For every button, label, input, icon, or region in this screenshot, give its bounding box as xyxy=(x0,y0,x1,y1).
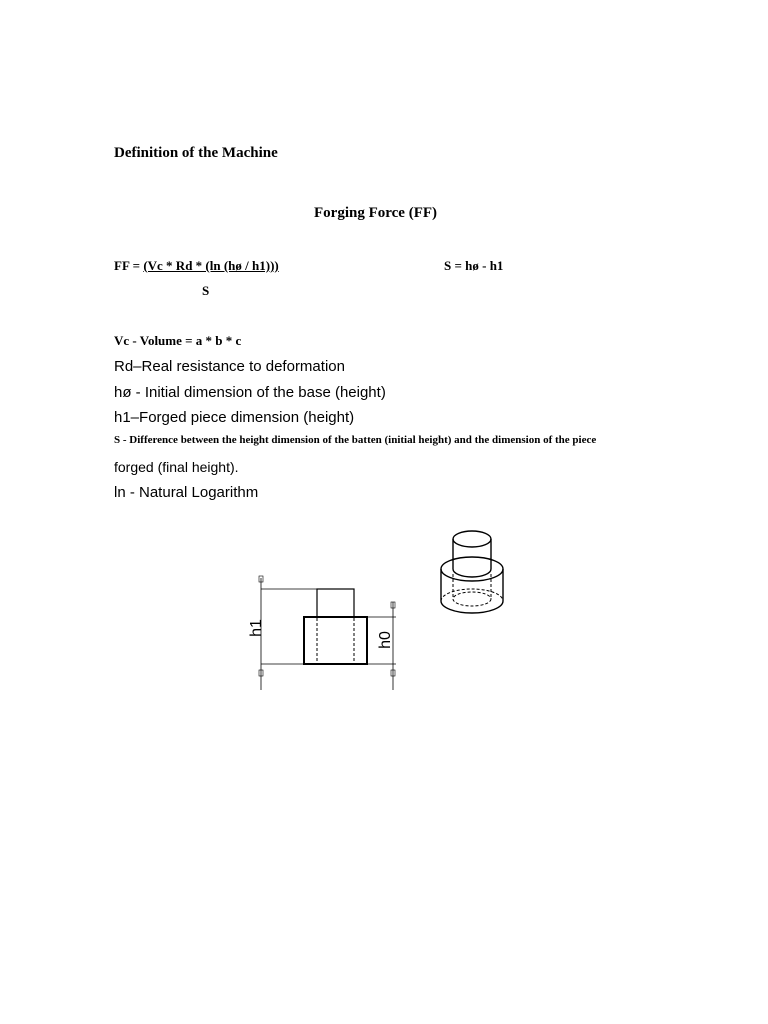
lower-block xyxy=(304,617,367,664)
definition-s-continuation: forged (final height). xyxy=(114,459,239,475)
definition-vc: Vc - Volume = a * b * c xyxy=(114,333,242,348)
definition-h0: hø - Initial dimension of the base (height) xyxy=(114,384,386,401)
forging-piece-3d-drawing xyxy=(436,524,508,620)
label-h1: h1 xyxy=(248,619,265,637)
ff-formula-numerator: (Vc * Rd * (ln (hø / h1))) xyxy=(143,258,279,273)
definition-ln: ln - Natural Logarithm xyxy=(114,484,259,501)
forging-piece-2d-drawing xyxy=(236,570,406,696)
definition-h1: h1–Forged piece dimension (height) xyxy=(114,409,355,426)
upper-block xyxy=(317,589,354,617)
small-cylinder-top xyxy=(453,531,491,547)
large-cylinder-bottom xyxy=(441,601,503,613)
s-formula: S = hø - h1 xyxy=(444,258,504,273)
formula-title: Forging Force (FF) xyxy=(314,205,438,221)
definition-s: S - Difference between the height dimension of the batten (initial height) and the dimension of the piece xyxy=(114,434,597,446)
ff-formula-denominator: S xyxy=(202,283,210,298)
section-title: Definition of the Machine xyxy=(114,145,278,161)
definition-rd: Rd–Real resistance to deformation xyxy=(114,358,345,375)
ff-formula xyxy=(114,258,279,274)
ff-formula-prefix: FF = xyxy=(114,258,144,273)
label-h0: h0 xyxy=(377,631,394,649)
